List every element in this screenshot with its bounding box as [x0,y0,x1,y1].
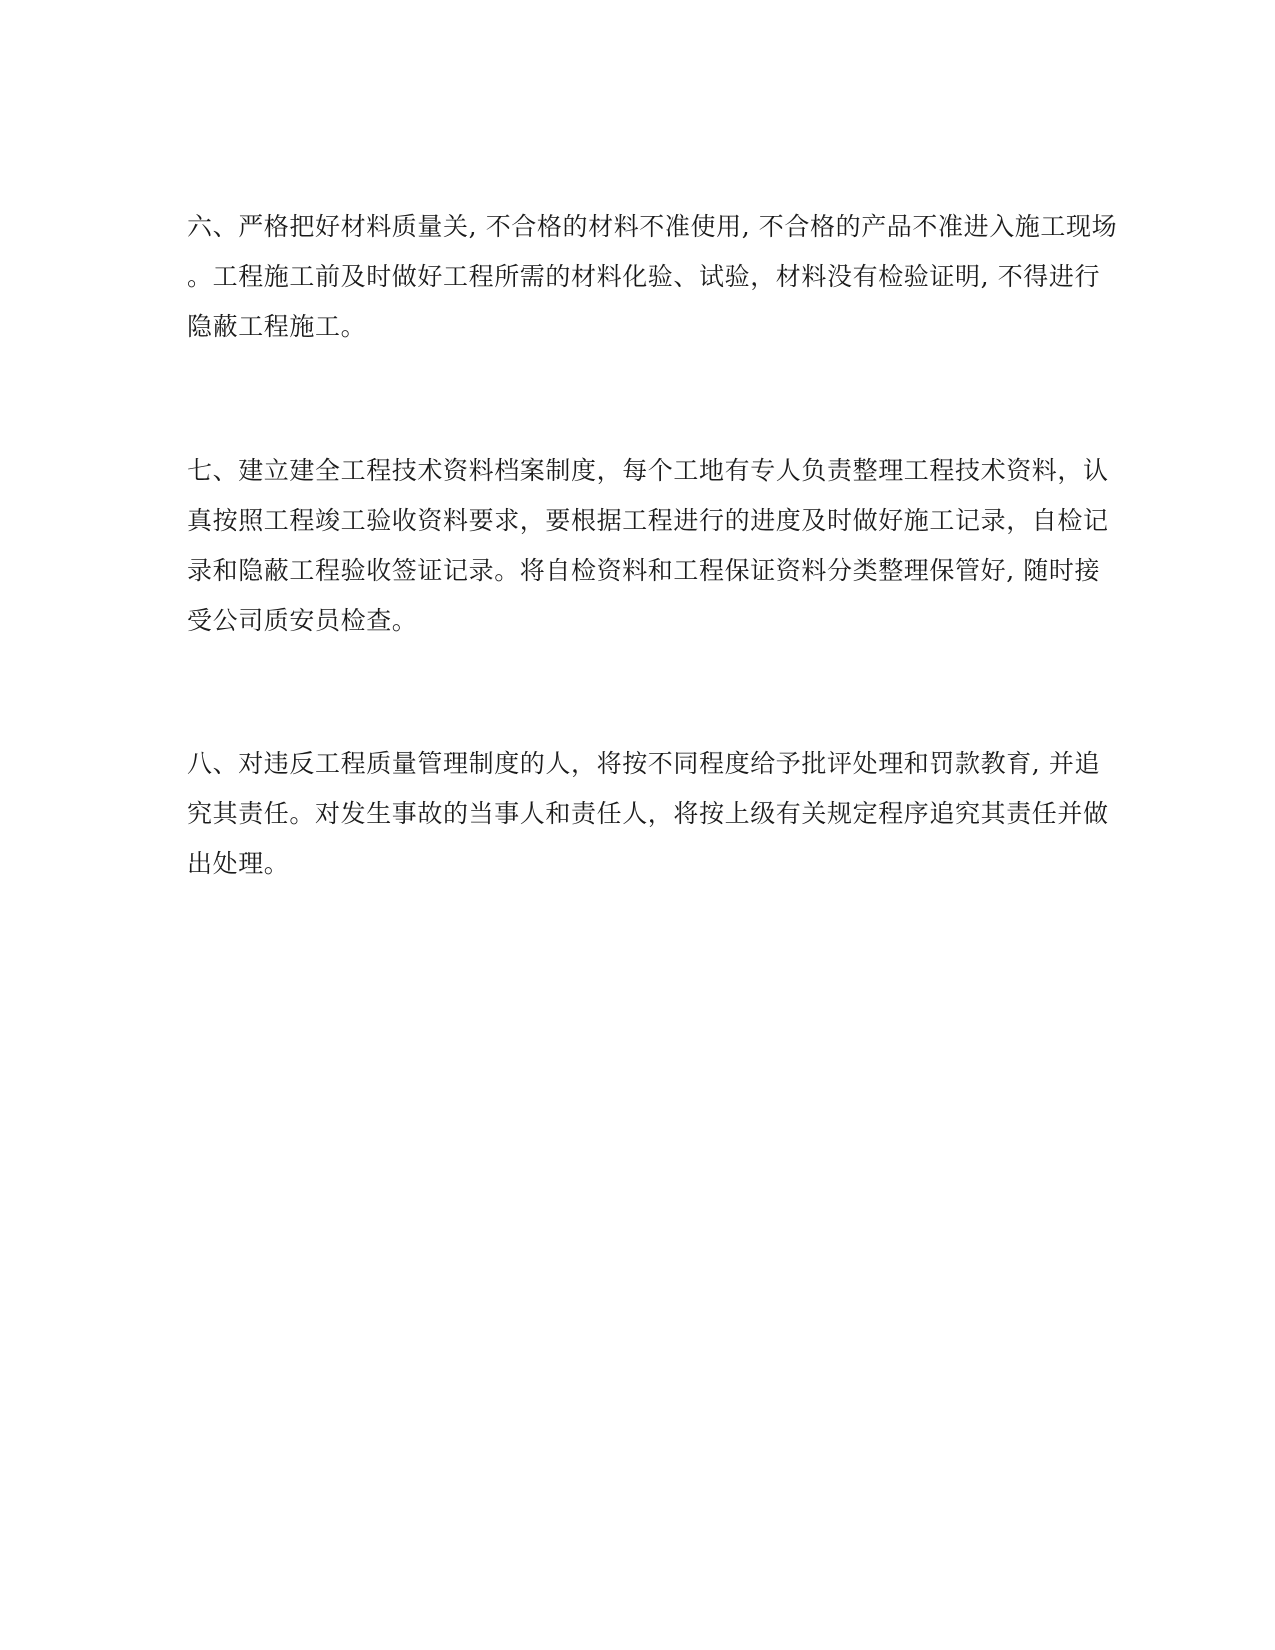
paragraph-line: 。工程施工前及时做好工程所需的材料化验、试验，材料没有检验证明, 不得进行 [187,262,1101,291]
paragraph-line: 六、严格把好材料质量关, 不合格的材料不准使用, 不合格的产品不准进入施工现场 [187,212,1118,241]
paragraph-line: 录和隐蔽工程验收签证记录。将自检资料和工程保证资料分类整理保管好, 随时接 [187,556,1101,585]
paragraph-line: 出处理。 [187,849,290,878]
paragraph-line: 受公司质安员检查。 [187,606,418,635]
paragraph-line: 八、对违反工程质量管理制度的人，将按不同程度给予批评处理和罚款教育, 并追 [187,749,1101,778]
paragraph-line: 隐蔽工程施工。 [187,312,367,341]
paragraph-line: 究其责任。对发生事故的当事人和责任人，将按上级有关规定程序追究其责任并做 [187,799,1109,828]
paragraph-item-8 [187,739,1109,889]
paragraph-item-6 [187,202,1118,352]
paragraph-line: 七、建立建全工程技术资料档案制度，每个工地有专人负责整理工程技术资料，认 [187,456,1109,485]
paragraph-item-7 [187,446,1109,646]
paragraph-line: 真按照工程竣工验收资料要求，要根据工程进行的进度及时做好施工记录，自检记 [187,506,1109,535]
